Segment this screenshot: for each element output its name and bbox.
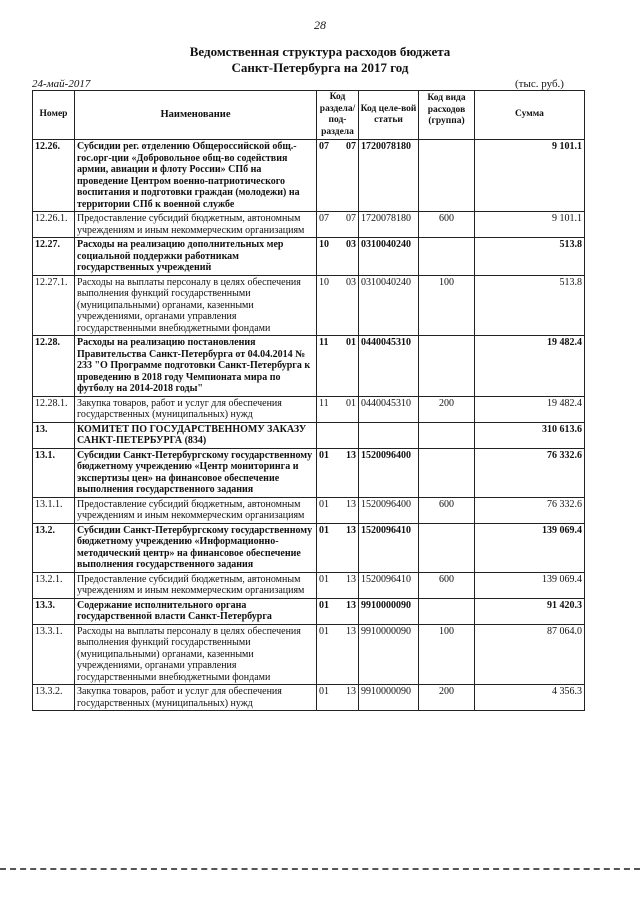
row-target-code: 1720078180 — [359, 140, 419, 212]
row-subsection: 13 — [346, 449, 356, 461]
row-number: 13.3. — [33, 598, 75, 624]
row-sum: 139 069.4 — [475, 572, 585, 598]
row-target-code: 0440045310 — [359, 396, 419, 422]
row-sum: 76 332.6 — [475, 497, 585, 523]
row-subsection: 13 — [346, 599, 356, 611]
row-subsection: 13 — [346, 573, 356, 585]
row-expense-type: 200 — [419, 396, 475, 422]
row-number: 13.3.2. — [33, 685, 75, 711]
row-expense-type — [419, 598, 475, 624]
row-section: 01 — [319, 524, 329, 536]
row-name: Предоставление субсидий бюджетным, автономным учреждениям и иным некоммерческим организациям — [75, 212, 317, 238]
row-number: 12.26. — [33, 140, 75, 212]
row-sum: 139 069.4 — [475, 523, 585, 572]
units-label: (тыс. руб.) — [515, 78, 564, 90]
row-subsection: 13 — [346, 625, 356, 637]
row-section-code — [317, 212, 359, 238]
budget-table — [32, 90, 585, 711]
row-subsection: 13 — [346, 498, 356, 510]
bottom-scan-edge — [0, 868, 640, 870]
table-row — [33, 685, 585, 711]
row-name: Закупка товаров, работ и услуг для обеспечения государственных (муниципальных) нужд — [75, 396, 317, 422]
row-number: 13.3.1. — [33, 624, 75, 685]
row-section-code — [317, 396, 359, 422]
row-number: 12.27.1. — [33, 275, 75, 336]
row-section-code — [317, 497, 359, 523]
row-target-code: 0310040240 — [359, 238, 419, 276]
table-row — [33, 238, 585, 276]
row-expense-type: 100 — [419, 275, 475, 336]
row-expense-type — [419, 448, 475, 497]
row-name: Расходы на выплаты персоналу в целях обеспечения выполнения функций государственными (муниципальными) органами, казенными учреждениями, органами управления государственными внебюджетными фондами — [75, 275, 317, 336]
row-target-code: 0440045310 — [359, 336, 419, 397]
row-expense-type — [419, 422, 475, 448]
row-section-code — [317, 336, 359, 397]
row-section-code — [317, 275, 359, 336]
header-target-code: Код целе-вой статьи — [359, 91, 419, 140]
table-row — [33, 422, 585, 448]
row-section: 01 — [319, 498, 329, 510]
row-name: Расходы на реализацию дополнительных мер социальной поддержки работникам государственных учреждений — [75, 238, 317, 276]
table-row — [33, 598, 585, 624]
row-sum: 513.8 — [475, 275, 585, 336]
row-expense-type — [419, 336, 475, 397]
row-target-code: 1520096400 — [359, 497, 419, 523]
row-section: 01 — [319, 599, 329, 611]
row-target-code: 9910000090 — [359, 598, 419, 624]
row-number: 13.1.1. — [33, 497, 75, 523]
row-expense-type — [419, 140, 475, 212]
row-name: Предоставление субсидий бюджетным, автономным учреждениям и иным некоммерческим организациям — [75, 497, 317, 523]
row-name: Закупка товаров, работ и услуг для обеспечения государственных (муниципальных) нужд — [75, 685, 317, 711]
row-name: Расходы на выплаты персоналу в целях обеспечения выполнения функций государственными (муниципальными) органами, казенными учреждениями, органами управления государственными внебюджетными фондами — [75, 624, 317, 685]
row-number: 13.1. — [33, 448, 75, 497]
row-section-code — [317, 448, 359, 497]
row-target-code: 9910000090 — [359, 624, 419, 685]
row-sum: 76 332.6 — [475, 448, 585, 497]
row-section: 01 — [319, 625, 329, 637]
row-target-code: 1520096410 — [359, 523, 419, 572]
row-section-code — [317, 572, 359, 598]
row-target-code: 1520096410 — [359, 572, 419, 598]
row-subsection: 07 — [346, 213, 356, 224]
row-section: 10 — [319, 276, 329, 288]
row-section: 01 — [319, 449, 329, 461]
title-line-2: Санкт-Петербурга на 2017 год — [231, 60, 409, 75]
row-expense-type: 600 — [419, 212, 475, 238]
row-name: Расходы на реализацию постановления Правительства Санкт-Петербурга от 04.04.2014 № 233 "О Программе подготовки Санкт-Петербурга к проведению в 2018 году Чемпионата мира по футболу на 2014-2018 годы" — [75, 336, 317, 397]
table-row — [33, 396, 585, 422]
row-expense-type: 200 — [419, 685, 475, 711]
row-section-code — [317, 624, 359, 685]
row-expense-type — [419, 238, 475, 276]
row-subsection: 01 — [346, 337, 356, 348]
document-title — [0, 44, 640, 76]
row-subsection: 01 — [346, 397, 356, 409]
row-subsection: 13 — [346, 686, 356, 697]
row-target-code: 1720078180 — [359, 212, 419, 238]
header-name: Наименование — [75, 91, 317, 140]
row-section: 11 — [319, 337, 329, 348]
table-row — [33, 336, 585, 397]
header-sum: Сумма — [475, 91, 585, 140]
table-row — [33, 275, 585, 336]
table-row — [33, 140, 585, 212]
row-name: Содержание исполнительного органа государственной власти Санкт-Петербурга — [75, 598, 317, 624]
row-section: 07 — [319, 141, 329, 152]
header-expense-type-code: Код вида расходов (группа) — [419, 91, 475, 140]
row-section-code — [317, 685, 359, 711]
row-sum: 19 482.4 — [475, 396, 585, 422]
row-sum: 87 064.0 — [475, 624, 585, 685]
row-sum: 91 420.3 — [475, 598, 585, 624]
row-section-code — [317, 140, 359, 212]
row-subsection: 07 — [346, 141, 356, 152]
row-subsection: 03 — [346, 239, 356, 250]
row-number: 13.2.1. — [33, 572, 75, 598]
row-number: 13. — [33, 422, 75, 448]
document-date: 24-май-2017 — [32, 78, 91, 90]
table-header-row — [33, 91, 585, 140]
row-number: 12.28. — [33, 336, 75, 397]
row-target-code: 0310040240 — [359, 275, 419, 336]
row-name: КОМИТЕТ ПО ГОСУДАРСТВЕННОМУ ЗАКАЗУ САНКТ-ПЕТЕРБУРГА (834) — [75, 422, 317, 448]
row-section: 10 — [319, 239, 329, 250]
table-row — [33, 212, 585, 238]
row-number: 13.2. — [33, 523, 75, 572]
table-row — [33, 624, 585, 685]
row-number: 12.28.1. — [33, 396, 75, 422]
row-number: 12.26.1. — [33, 212, 75, 238]
row-name: Субсидии Санкт-Петербургскому государственному бюджетному учреждению «Центр мониторинга и экспертизы цен» на финансовое обеспечение выполнения государственного задания — [75, 448, 317, 497]
row-name: Предоставление субсидий бюджетным, автономным учреждениям и иным некоммерческим организациям — [75, 572, 317, 598]
row-target-code: 9910000090 — [359, 685, 419, 711]
row-sum: 513.8 — [475, 238, 585, 276]
row-sum: 9 101.1 — [475, 212, 585, 238]
header-section-code: Код раздела/ под-раздела — [317, 91, 359, 140]
row-subsection: 03 — [346, 276, 356, 288]
row-name: Субсидии Санкт-Петербургскому государственному бюджетному учреждению «Информационно-методический центр» на финансовое обеспечение выполнения государственного задания — [75, 523, 317, 572]
row-section: 07 — [319, 213, 329, 224]
row-section: 01 — [319, 573, 329, 585]
row-section-code — [317, 238, 359, 276]
row-target-code — [359, 422, 419, 448]
row-sum: 19 482.4 — [475, 336, 585, 397]
table-row — [33, 523, 585, 572]
row-expense-type: 600 — [419, 497, 475, 523]
row-subsection: 13 — [346, 524, 356, 536]
row-number: 12.27. — [33, 238, 75, 276]
table-row — [33, 572, 585, 598]
row-section: 01 — [319, 686, 329, 697]
row-target-code: 1520096400 — [359, 448, 419, 497]
row-sum: 9 101.1 — [475, 140, 585, 212]
row-section: 11 — [319, 397, 329, 409]
table-row — [33, 448, 585, 497]
header-number: Номер — [33, 91, 75, 140]
table-row — [33, 497, 585, 523]
row-sum: 310 613.6 — [475, 422, 585, 448]
row-section-code — [317, 422, 359, 448]
page-number: 28 — [314, 18, 326, 32]
row-name: Субсидии рег. отделению Общероссийской общ.-гос.орг-ции «Добровольное общ-во содействия армии, авиации и флоту России» СПб на проведение Центром военно-патриотического воспитания и подготовки граждан (молодежи) на территории СПб к военной службе — [75, 140, 317, 212]
row-section-code — [317, 523, 359, 572]
row-expense-type — [419, 523, 475, 572]
table-body — [33, 140, 585, 711]
row-expense-type: 100 — [419, 624, 475, 685]
row-section-code — [317, 598, 359, 624]
row-expense-type: 600 — [419, 572, 475, 598]
title-line-1: Ведомственная структура расходов бюджета — [189, 44, 451, 59]
row-sum: 4 356.3 — [475, 685, 585, 711]
